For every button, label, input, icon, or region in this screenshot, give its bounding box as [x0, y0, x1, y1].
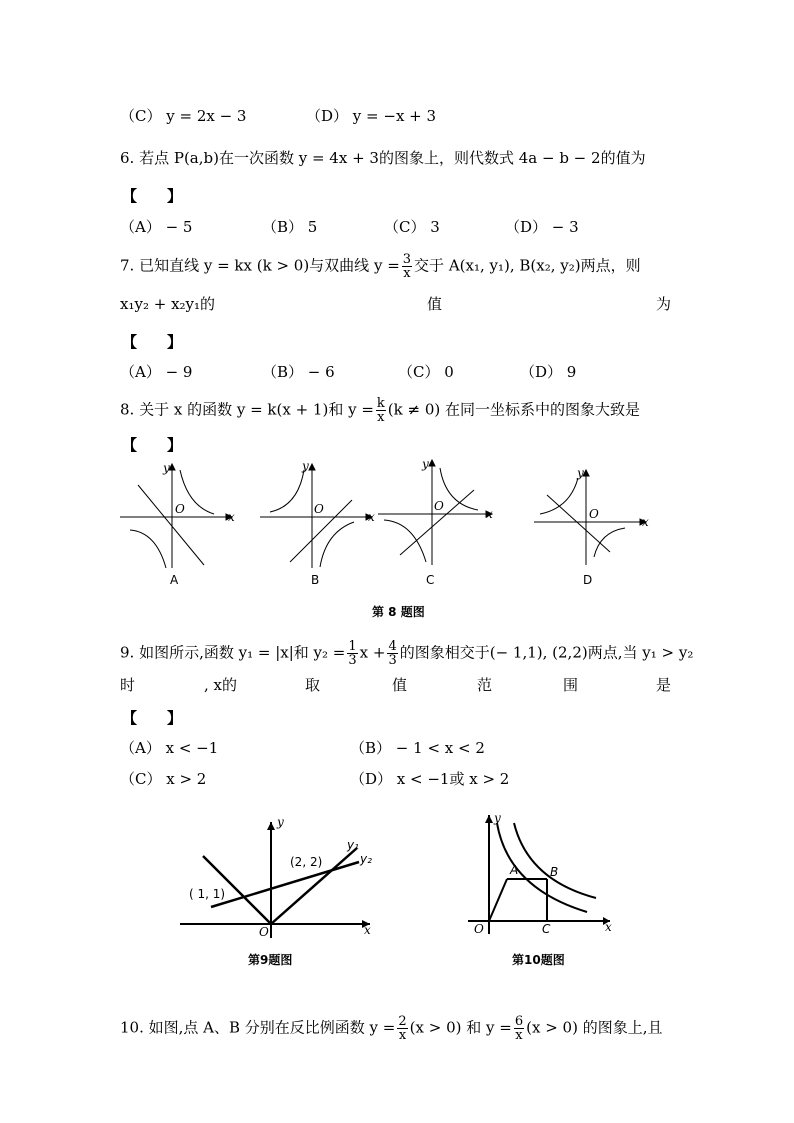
q8-stem-part-a: 8. 关于 x 的函数 y = k(x + 1)和 y =	[120, 400, 374, 419]
q6-stem: 6. 若点 P(a,b)在一次函数 y = 4x + 3的图象上，则代数式 4a − b − 2的值为	[120, 149, 646, 167]
q7-line2-a: x₁y₂ + x₂y₁的	[120, 295, 216, 313]
q7-stem-part-a: 7. 已知直线 y = kx (k > 0)与双曲线 y =	[120, 256, 400, 275]
q9-caption: 第9题图	[248, 953, 293, 967]
q10-stem	[120, 1015, 662, 1042]
q10-fraction-2: $\frac{6}{x}$	[514, 1014, 524, 1043]
svg-text:O: O	[259, 925, 269, 939]
q6-answer-bracket: 【 】	[122, 187, 183, 205]
q5-option-c: （C） y = 2x − 3	[120, 107, 247, 125]
q9-line2-4: 范	[477, 676, 493, 694]
q8-fraction: $\frac{k}{x}$	[376, 396, 385, 425]
q6-option-a: （A） − 5	[120, 218, 193, 236]
svg-text:y: y	[163, 461, 170, 475]
svg-text:O: O	[474, 922, 484, 936]
svg-text:x: x	[486, 507, 493, 521]
q9-point-label-1: ( 1, 1)	[189, 887, 226, 901]
q7-answer-bracket: 【 】	[122, 333, 183, 351]
q7-line2-c: 为	[656, 295, 672, 313]
q6-option-d: （D） − 3	[505, 218, 579, 236]
q9-option-a: （A） x < −1	[120, 739, 219, 757]
q9-stem-part-b: 的图象相交于(− 1,1), (2,2)两点,当 y₁ > y₂	[399, 643, 694, 662]
q7-option-a: （A） − 9	[120, 363, 193, 381]
q10-point-b: B	[550, 865, 559, 879]
svg-text:y: y	[494, 811, 501, 825]
q9-line2-1: , x的	[204, 676, 237, 694]
q6-option-c: （C） 3	[384, 218, 440, 236]
q9-fraction-1: $\frac{1}{3}$	[348, 639, 357, 668]
q8-stem-part-b: (k ≠ 0) 在同一坐标系中的图象大致是	[387, 400, 641, 419]
q10-stem-mid: (x > 0) 和 y =	[409, 1018, 512, 1037]
q9-line2-6: 是	[656, 676, 672, 694]
q9-stem-mid: x +	[359, 643, 386, 662]
q5-option-d: （D） y = −x + 3	[306, 107, 437, 125]
graph-b-label: B	[311, 573, 320, 587]
q6-option-b: （B） 5	[262, 218, 318, 236]
q10-fraction-1: $\frac{2}{x}$	[398, 1014, 407, 1043]
q7-stem-part-b: 交于 A(x₁, y₁), B(x₂, y₂)两点，则	[414, 256, 641, 275]
q10-point-a: A	[510, 863, 519, 877]
q10-point-c: C	[542, 922, 551, 936]
q7-fraction: $\frac{3}{x}$	[402, 252, 412, 281]
svg-text:x: x	[642, 515, 649, 529]
q9-option-c: （C） x > 2	[120, 770, 207, 788]
svg-text:y: y	[422, 457, 429, 471]
svg-text:O: O	[434, 499, 444, 513]
graph-c-label: C	[426, 573, 435, 587]
q9-option-d: （D） x < −1或 x > 2	[350, 770, 510, 788]
graph-a-label: A	[170, 573, 179, 587]
q9-stem-part-a: 9. 如图所示,函数 y₁ = |x|和 y₂ =	[120, 643, 346, 662]
figure-10	[468, 815, 610, 934]
svg-text:x: x	[228, 510, 235, 524]
svg-text:y: y	[302, 459, 309, 473]
figure-9	[180, 822, 370, 938]
svg-text:O: O	[589, 507, 599, 521]
q7-option-d: （D） 9	[520, 363, 577, 381]
q9-line2-0: 时	[120, 676, 136, 694]
q9-option-b: （B） − 1 < x < 2	[350, 739, 485, 757]
q9-answer-bracket: 【 】	[122, 709, 183, 727]
svg-text:x: x	[605, 920, 612, 934]
q9-line2-3: 值	[392, 676, 408, 694]
svg-text:O: O	[175, 502, 185, 516]
svg-text:O: O	[314, 502, 324, 516]
q9-fraction-2: $\frac{4}{3}$	[388, 639, 397, 668]
svg-text:y: y	[277, 815, 284, 829]
q8-answer-bracket: 【 】	[122, 436, 183, 454]
q9-line2-2: 取	[305, 676, 321, 694]
q10-stem-part-b: (x > 0) 的图象上,且	[526, 1018, 663, 1037]
q9-y1-label: y₁	[347, 838, 359, 852]
q7-option-b: （B） − 6	[262, 363, 335, 381]
graph-d-label: D	[583, 573, 593, 587]
q9-y2-label: y₂	[360, 852, 372, 866]
q8-caption: 第 8 题图	[372, 605, 425, 619]
q7-line2-b: 值	[427, 295, 443, 313]
svg-text:x: x	[364, 923, 371, 937]
q7-option-c: （C） 0	[398, 363, 454, 381]
svg-text:x: x	[368, 510, 375, 524]
q10-caption: 第10题图	[512, 953, 565, 967]
svg-text:y: y	[577, 466, 584, 480]
q9-line2-5: 围	[563, 676, 579, 694]
q10-stem-part-a: 10. 如图,点 A、B 分别在反比例函数 y =	[120, 1018, 396, 1037]
q9-point-label-2: (2, 2)	[290, 855, 323, 869]
